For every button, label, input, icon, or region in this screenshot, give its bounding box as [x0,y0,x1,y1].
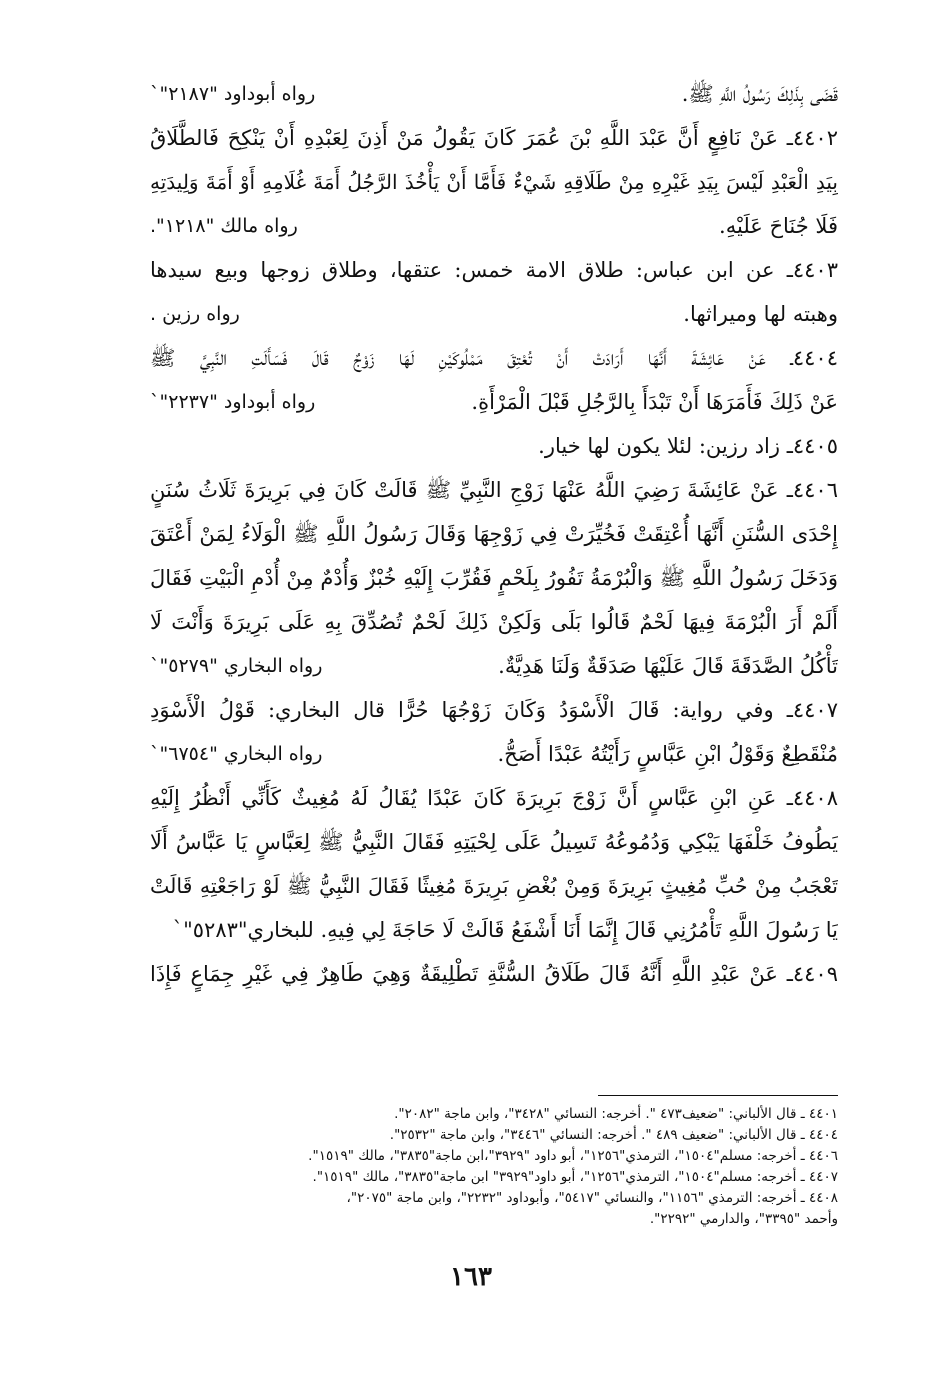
footnote: ٤٤٠٧ ـ أخرجه: مسلم"١٥٠٤"، الترمذي"١٢٥٦"، أبو داود"٣٩٢٩" ابن ماجة"٣٨٣٥"، مالك "١٥١٩". [312,1169,838,1185]
hadith-source: رواه البخاري "٥٢٧٩"` [150,655,323,677]
text-line [150,72,838,116]
text-line [150,864,838,908]
text-line [150,116,838,160]
main-text [150,72,838,996]
text-line [150,600,838,644]
text-line [150,820,838,864]
text-line [150,468,838,512]
text-line [150,292,838,336]
text-line [150,336,838,380]
line-text: ٤٤٠٧ـ وفي رواية: قَالَ الْأَسْوَدُ وَكَانَ زَوْجُهَا حُرًّا قال البخاري: قَوْلُ الْأَسْوَدِ [150,698,838,722]
line-text: يَا رَسُولَ اللَّهِ تَأْمُرُنِي قَالَ إِنَّمَا أَنَا أَشْفَعُ قَالَتْ لَا حَاجَةَ لِي فِيهِ. للبخاري"٥٢٨٣"` [172,918,838,942]
line-text: ٤٤٠٩ـ عَنْ عَبْدِ اللَّهِ أَنَّهُ قَالَ طَلَاقُ السُّنَّةِ تَطْلِيقَةٌ وَهِيَ طَاهِرٌ فِي غَيْرِ جِمَاعٍ فَإِذَا [150,962,838,986]
text-line [150,776,838,820]
line-text: فَلَا جُنَاحَ عَلَيْهِ. [719,214,838,238]
text-line [150,424,838,468]
footnote: ٤٤٠٤ ـ قال الألباني: "ضعيف ٤٨٩ ". أخرجه: النسائي "٣٤٤٦"، وابن ماجة "٢٥٣٢". [389,1127,838,1143]
line-text: تَعْجَبُ مِنْ حُبِّ مُغِيثٍ بَرِيرَةَ وَمِنْ بُغْضِ بَرِيرَةَ مُغِيثًا فَقَالَ النَّبِيُّ ﷺ لَوْ رَاجَعْتِهِ قَالَتْ [150,874,838,898]
line-text: وهبته لها وميراثها. [683,302,838,326]
line-text: ٤٤٠٢ـ عَنْ نَافِعٍ أَنَّ عَبْدَ اللَّهِ بْنَ عُمَرَ كَانَ يَقُولُ مَنْ أَذِنَ لِعَبْدِهِ أَنْ يَنْكِحَ فَالطَّلَاقُ [150,126,838,150]
hadith-source: رواه أبوداود "٢٢٣٧"` [150,391,316,413]
hadith-source: رواه مالك "١٢١٨". [150,215,298,237]
footnote: ٤٤٠٨ ـ أخرجه: الترمذي "١١٥٦"، والنسائي "٥٤١٧"، وأبوداود "٢٢٣٢"، وابن ماجة "٢٠٧٥"، [346,1190,838,1206]
line-text: ٤٤٠٦ـ عَنْ عَائِشَةَ رَضِيَ اللَّهُ عَنْهَا زَوْجِ النَّبِيِّ ﷺ قَالَتْ كَانَ فِي بَرِيرَةَ ثَلَاثُ سُنَنٍ [150,478,838,502]
text-line [150,204,838,248]
page-number: ١٦٣ [450,1262,492,1292]
text-line [150,644,838,688]
hadith-source: رواه أبوداود "٢١٨٧"` [150,83,316,105]
footnote: ٤٤٠١ ـ قال الألباني: "ضعيف٤٧٣ ". أخرجه: النسائي "٣٤٢٨"، وابن ماجة "٢٠٨٢". [394,1106,838,1122]
text-line [150,248,838,292]
footnote: وأحمد "٣٣٩٥"، والدارمي "٢٢٩٢". [649,1211,838,1227]
text-line [150,380,838,424]
text-line [150,908,838,952]
line-text: إِحْدَى السُّنَنِ أَنَّهَا أُعْتِقَتْ فَخُيِّرَتْ فِي زَوْجِهَا وَقَالَ رَسُولُ اللَّهِ ﷺ الْوَلَاءُ لِمَنْ أَعْتَقَ [150,522,838,546]
line-text: مُنْقَطِعٌ وَقَوْلُ ابْنِ عَبَّاسٍ رَأَيْتُهُ عَبْدًا أَصَحُّ. [497,742,838,766]
text-line [150,556,838,600]
line-text: ٤٤٠٣ـ عن ابن عباس: طلاق الامة خمس: عتقها، وطلاق زوجها وبيع سيدها [150,258,838,282]
line-text: يَطُوفُ خَلْفَهَا يَبْكِي وَدُمُوعُهُ تَسِيلُ عَلَى لِحْيَتِهِ فَقَالَ النَّبِيُّ ﷺ لِعَبَّاسٍ يَا عَبَّاسُ أَلَا [150,830,838,854]
text-line [150,688,838,732]
footnote-divider [598,1095,838,1096]
line-text: عَنْ ذَلِكَ فَأَمَرَهَا أَنْ تَبْدَأَ بِالرَّجُلِ قَبْلَ الْمَرْأَةِ. [471,390,838,414]
line-text: تَأْكُلُ الصَّدَقَةَ قَالَ عَلَيْهَا صَدَقَةٌ وَلَنَا هَدِيَّةٌ. [498,654,838,678]
line-text: وَدَخَلَ رَسُولُ اللَّهِ ﷺ وَالْبُرْمَةُ تَفُورُ بِلَحْمٍ فَقُرِّبَ إِلَيْهِ خُبْزٌ وَأُدْمٌ مِنْ أُدْمِ الْبَيْتِ فَقَالَ [150,566,838,590]
text-line [150,732,838,776]
line-text: قَضَى بِذَلِكَ رَسُولُ اللَّهِ ﷺ. [681,82,838,106]
line-text: بِيَدِ الْعَبْدِ لَيْسَ بِيَدِ غَيْرِهِ مِنْ طَلَاقِهِ شَيْءٌ فَأَمَّا أَنْ يَأْخُذَ الرَّجُلُ أَمَةَ غُلَامِهِ أَوْ أَمَةَ وَلِيدَتِهِ [150,170,838,194]
line-text: ٤٤٠٥ـ زاد رزين: لئلا يكون لها خيار. [538,434,838,458]
line-text: أَلَمْ أَرَ الْبُرْمَةَ فِيهَا لَحْمٌ قَالُوا بَلَى وَلَكِنْ ذَلِكَ لَحْمٌ تُصُدِّقَ بِهِ عَلَى بَرِيرَةَ وَأَنْتَ لَا [150,610,838,634]
line-text: ٤٤٠٨ـ عَنِ ابْنِ عَبَّاسٍ أَنَّ زَوْجَ بَرِيرَةَ كَانَ عَبْدًا يُقَالُ لَهُ مُغِيثٌ كَأَنِّي أَنْظُرُ إِلَيْهِ [150,786,838,810]
text-line [150,512,838,556]
hadith-source: رواه البخاري "٦٧٥٤"` [150,743,323,765]
line-text: ٤٤٠٤ـ عَنْ عَائِشَةَ أَنَّهَا أَرَادَتْ أَنْ تُعْتِقَ مَمْلُوكَيْنِ لَهَا زَوْجٌ قَالَ فَسَأَلَتِ النَّبِيَّ ﷺ [150,346,838,370]
footnote: ٤٤٠٦ ـ أخرجه: مسلم"١٥٠٤"، الترمذي"١٢٥٦"، أبو داود "٣٩٢٩"،ابن ماجة"٣٨٣٥"، مالك "١٥١٩". [308,1148,838,1164]
text-line [150,160,838,204]
text-line [150,952,838,996]
hadith-source: رواه رزين . [150,303,240,325]
footnotes [150,1104,838,1230]
